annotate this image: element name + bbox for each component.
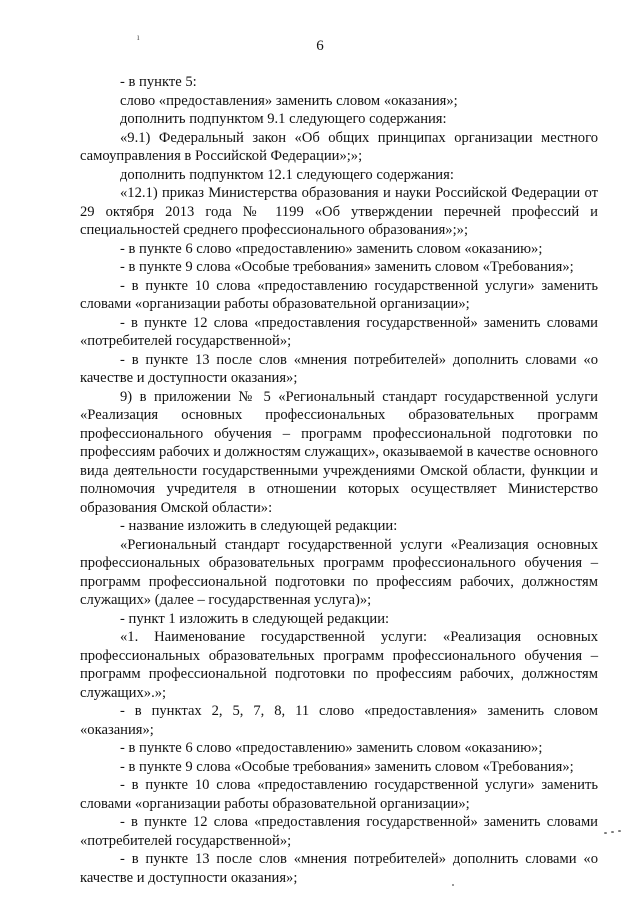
paragraph: - в пункте 9 слова «Особые требования» заменить словом «Требования»; bbox=[120, 259, 574, 275]
paragraph: дополнить подпунктом 12.1 следующего содержания: bbox=[120, 166, 454, 183]
scan-speck bbox=[604, 832, 607, 834]
scan-speck bbox=[452, 884, 454, 886]
paragraph: «12.1) приказ Министерства образования и науки Российской Федерации от 29 октября 2013 года № 1199 «Об утверждении перечней профессий и специальностей среднего профессионального образования»;»; bbox=[80, 185, 598, 238]
paragraph: 9) в приложении № 5 «Региональный стандарт государственной услуги «Реализация основных профессиональных образовательных программ профессионального обучения – программ профессиональной подготовки по профессиям рабочих и должностям служащих», оказываемой в качестве основного вида деятельности государственными учреждениями Омской области, функции и полномочия учредителя в отношении которых осуществляет Министерство образования Омской области»: bbox=[80, 388, 599, 516]
paragraph: слово «предоставления» заменить словом «оказания»; bbox=[120, 92, 458, 109]
paragraph: - в пунктах 2, 5, 7, 8, 11 слово «предоставления» заменить словом «оказания»; bbox=[80, 703, 598, 738]
paragraph: «1. Наименование государственной услуги: «Реализация основных профессиональных образовательных программ профессионального обучения – программ профессиональной подготовки по профессиям рабочих, должностям служащих».»; bbox=[80, 629, 598, 701]
paragraph: - в пункте 9 слова «Особые требования» заменить словом «Требования»; bbox=[120, 758, 574, 775]
paragraph: - в пункте 10 слова «предоставлению государственной услуги» заменить словами «организации работы образовательной организации»; bbox=[80, 777, 598, 812]
page-number: 6 bbox=[316, 38, 324, 54]
paragraph: - в пункте 6 слово «предоставлению» заменить словом «оказанию»; bbox=[120, 240, 543, 257]
paragraph: - в пункте 10 слова «предоставлению государственной услуги» заменить словами «организации работы образовательной организации»; bbox=[80, 277, 598, 312]
scan-speck bbox=[618, 830, 621, 832]
paragraph: - в пункте 5: bbox=[120, 74, 197, 90]
paragraph: - в пункте 13 после слов «мнения потребителей» дополнить словами «о качестве и доступности оказания»; bbox=[80, 351, 598, 386]
paragraph: - в пункте 13 после слов «мнения потребителей» дополнить словами «о качестве и доступности оказания»; bbox=[80, 851, 598, 886]
paragraph: дополнить подпунктом 9.1 следующего содержания: bbox=[120, 111, 447, 127]
document-body bbox=[80, 73, 598, 887]
paragraph: - в пункте 12 слова «предоставления государственной» заменить словами «потребителей государственной»; bbox=[80, 814, 598, 849]
paragraph: - пункт 1 изложить в следующей редакции: bbox=[120, 610, 390, 627]
paragraph: - в пункте 12 слова «предоставления государственной» заменить словами «потребителей государственной»; bbox=[80, 314, 598, 349]
paragraph: «9.1) Федеральный закон «Об общих принципах организации местного самоуправления в Российской Федерации»;»; bbox=[80, 129, 598, 164]
scan-speck bbox=[611, 831, 614, 833]
paragraph: - в пункте 6 слово «предоставлению» заменить словом «оказанию»; bbox=[120, 740, 543, 756]
paragraph: - название изложить в следующей редакции: bbox=[120, 518, 398, 534]
scan-mark: ı bbox=[137, 32, 140, 42]
paragraph: «Региональный стандарт государственной услуги «Реализация основных профессиональных образовательных программ профессионального обучения – программ профессиональной подготовки по профессиям рабочих, должностям служащих» (далее – государственная услуга)»; bbox=[80, 536, 598, 608]
